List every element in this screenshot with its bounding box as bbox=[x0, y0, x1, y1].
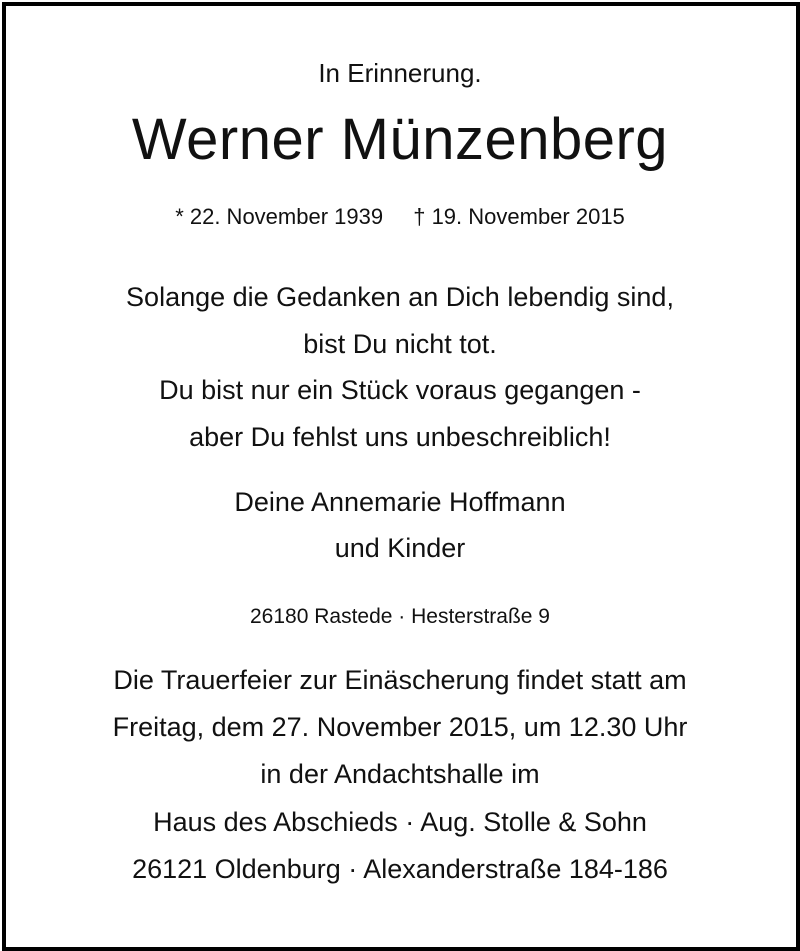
poem-line: Du bist nur ein Stück voraus gegangen - bbox=[159, 375, 641, 405]
ceremony-line: Freitag, dem 27. November 2015, um 12.30 Uhr bbox=[112, 712, 688, 742]
poem-line: Solange die Gedanken an Dich lebendig sind, bbox=[126, 282, 674, 312]
death-date: † 19. November 2015 bbox=[413, 204, 625, 229]
signature-line: und Kinder bbox=[334, 533, 466, 563]
ceremony-line: in der Andachtshalle im bbox=[260, 759, 540, 789]
family-address: 26180 Rastede · Hesterstraße 9 bbox=[250, 605, 550, 628]
birth-date: * 22. November 1939 bbox=[175, 204, 384, 229]
signature-line: Deine Annemarie Hoffmann bbox=[234, 487, 566, 517]
ceremony-line: 26121 Oldenburg · Alexanderstraße 184-186 bbox=[132, 854, 668, 884]
deceased-name: Werner Münzenberg bbox=[131, 107, 669, 172]
poem-line: bist Du nicht tot. bbox=[303, 329, 497, 359]
life-dates bbox=[0, 204, 800, 230]
ceremony-line: Die Trauerfeier zur Einäscherung findet statt am bbox=[113, 665, 687, 695]
poem-line: aber Du fehlst uns unbeschreiblich! bbox=[189, 422, 611, 452]
ceremony-line: Haus des Abschieds · Aug. Stolle & Sohn bbox=[153, 807, 647, 837]
intro-text: In Erinnerung. bbox=[318, 58, 482, 88]
